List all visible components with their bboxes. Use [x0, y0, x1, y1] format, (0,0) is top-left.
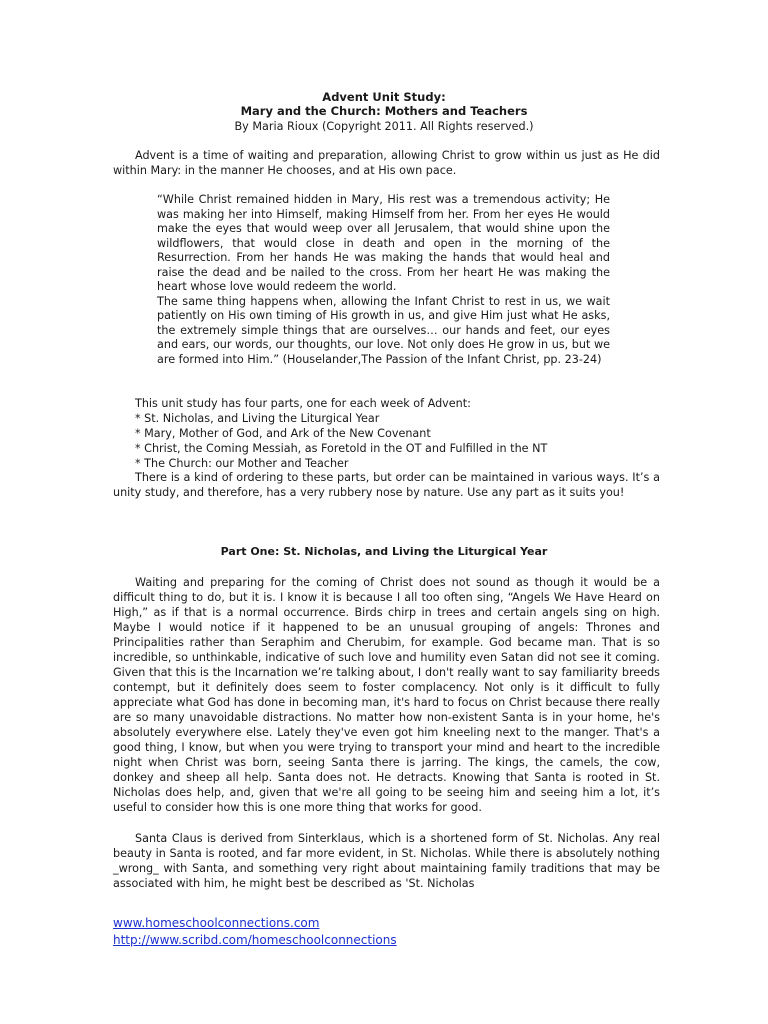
footer-link-scribd[interactable]	[113, 933, 397, 947]
intro-paragraph: Advent is a time of waiting and preparation, allowing Christ to grow within us just as He did within Mary: in the manner He chooses, and at His own pace.	[113, 149, 660, 177]
doc-byline: By Maria Rioux (Copyright 2011. All Rights reserved.)	[234, 120, 534, 133]
list-item: * The Church: our Mother and Teacher	[135, 457, 349, 470]
section-heading: Part One: St. Nicholas, and Living the Liturgical Year	[220, 545, 548, 558]
parts-intro: This unit study has four parts, one for each week of Advent:	[135, 397, 471, 410]
body-paragraph-2: Santa Claus is derived from Sinterklaus, which is a shortened form of St. Nicholas. Any real beauty in Santa is rooted, and far more evident, in St. Nicholas. While there is absolutely nothing _wrong_ with Santa, and something very right about maintaining family traditions that may be associated with him, he might best be described as 'St. Nicholas	[113, 832, 660, 890]
parts-list	[113, 396, 660, 471]
list-item: * Mary, Mother of God, and Ark of the New Covenant	[135, 427, 431, 440]
body-paragraph-1: Waiting and preparing for the coming of Christ does not sound as though it would be a difficult thing to do, but it is. I know it is because I all too often sing, “Angels We Have Heard on High,” as if that is a normal occurrence. Birds chirp in trees and certain angels sing on high. Maybe I would notice if it happened to be an unusual grouping of angels: Thrones and Principalities rather than Seraphim and Cherubim, for example. God became man. That is so incredible, so unthinkable, indicative of such love and humility even Satan did not see it coming. Given that this is the Incarnation we’re talking about, I don't really want to say familiarity breeds contempt, but it definitely does seem to foster complacency. Not only is it difficult to fully appreciate what God has done in becoming man, it's hard to focus on Christ because there really are so many unavoidable distractions. No matter how non-existent Santa is in your home, he's absolutely everywhere else. Lately they've even got him kneeling next to the manger. That's a good thing, I know, but when you were trying to transport your mind and heart to the incredible night when Christ was born, seeing Santa there is jarring. The kings, the camels, the cow, donkey and sheep all help. Santa does not. He detracts. Knowing that Santa is rooted in St. Nicholas does help, and, given that we're all going to be seeing him and seeing him a lot, it’s useful to consider how this is one more thing that works for good.	[113, 576, 660, 814]
footer-link-homeschool[interactable]	[113, 916, 319, 930]
homeschool-link[interactable]: www.homeschoolconnections.com	[113, 916, 320, 930]
doc-title: Advent Unit Study:	[322, 90, 446, 104]
houselander-quote	[157, 193, 610, 367]
quote-paragraph-1: “While Christ remained hidden in Mary, His rest was a tremendous activity; He was making her into Himself, making Himself from her. From her eyes He would make the eyes that would weep over all Jerusalem, that would shine upon the wildflowers, that would close in death and open in the morning of the Resurrection. From her hands He was making the hands that would heal and raise the dead and be nailed to the cross. From her heart He was making the heart whose love would redeem the world.	[157, 193, 610, 293]
doc-subtitle: Mary and the Church: Mothers and Teachers	[240, 104, 528, 118]
parts-note: There is a kind of ordering to these parts, but order can be maintained in various ways. It’s a unity study, and therefore, has a very rubbery nose by nature. Use any part as it suits you!	[113, 471, 660, 499]
quote-paragraph-2: The same thing happens when, allowing the Infant Christ to rest in us, we wait patiently on His own timing of His growth in us, and give Him just what He asks, the extremely simple things that are ourselves… our hands and feet, our eyes and ears, our words, our thoughts, our love. Not only does He grow in us, but we are formed into Him.” (Houselander,The Passion of the Infant Christ, pp. 23-24)	[157, 294, 610, 366]
scribd-link[interactable]: http://www.scribd.com/homeschoolconnections	[113, 933, 397, 947]
list-item: * St. Nicholas, and Living the Liturgical Year	[135, 412, 380, 425]
list-item: * Christ, the Coming Messiah, as Foretold in the OT and Fulfilled in the NT	[135, 442, 548, 455]
